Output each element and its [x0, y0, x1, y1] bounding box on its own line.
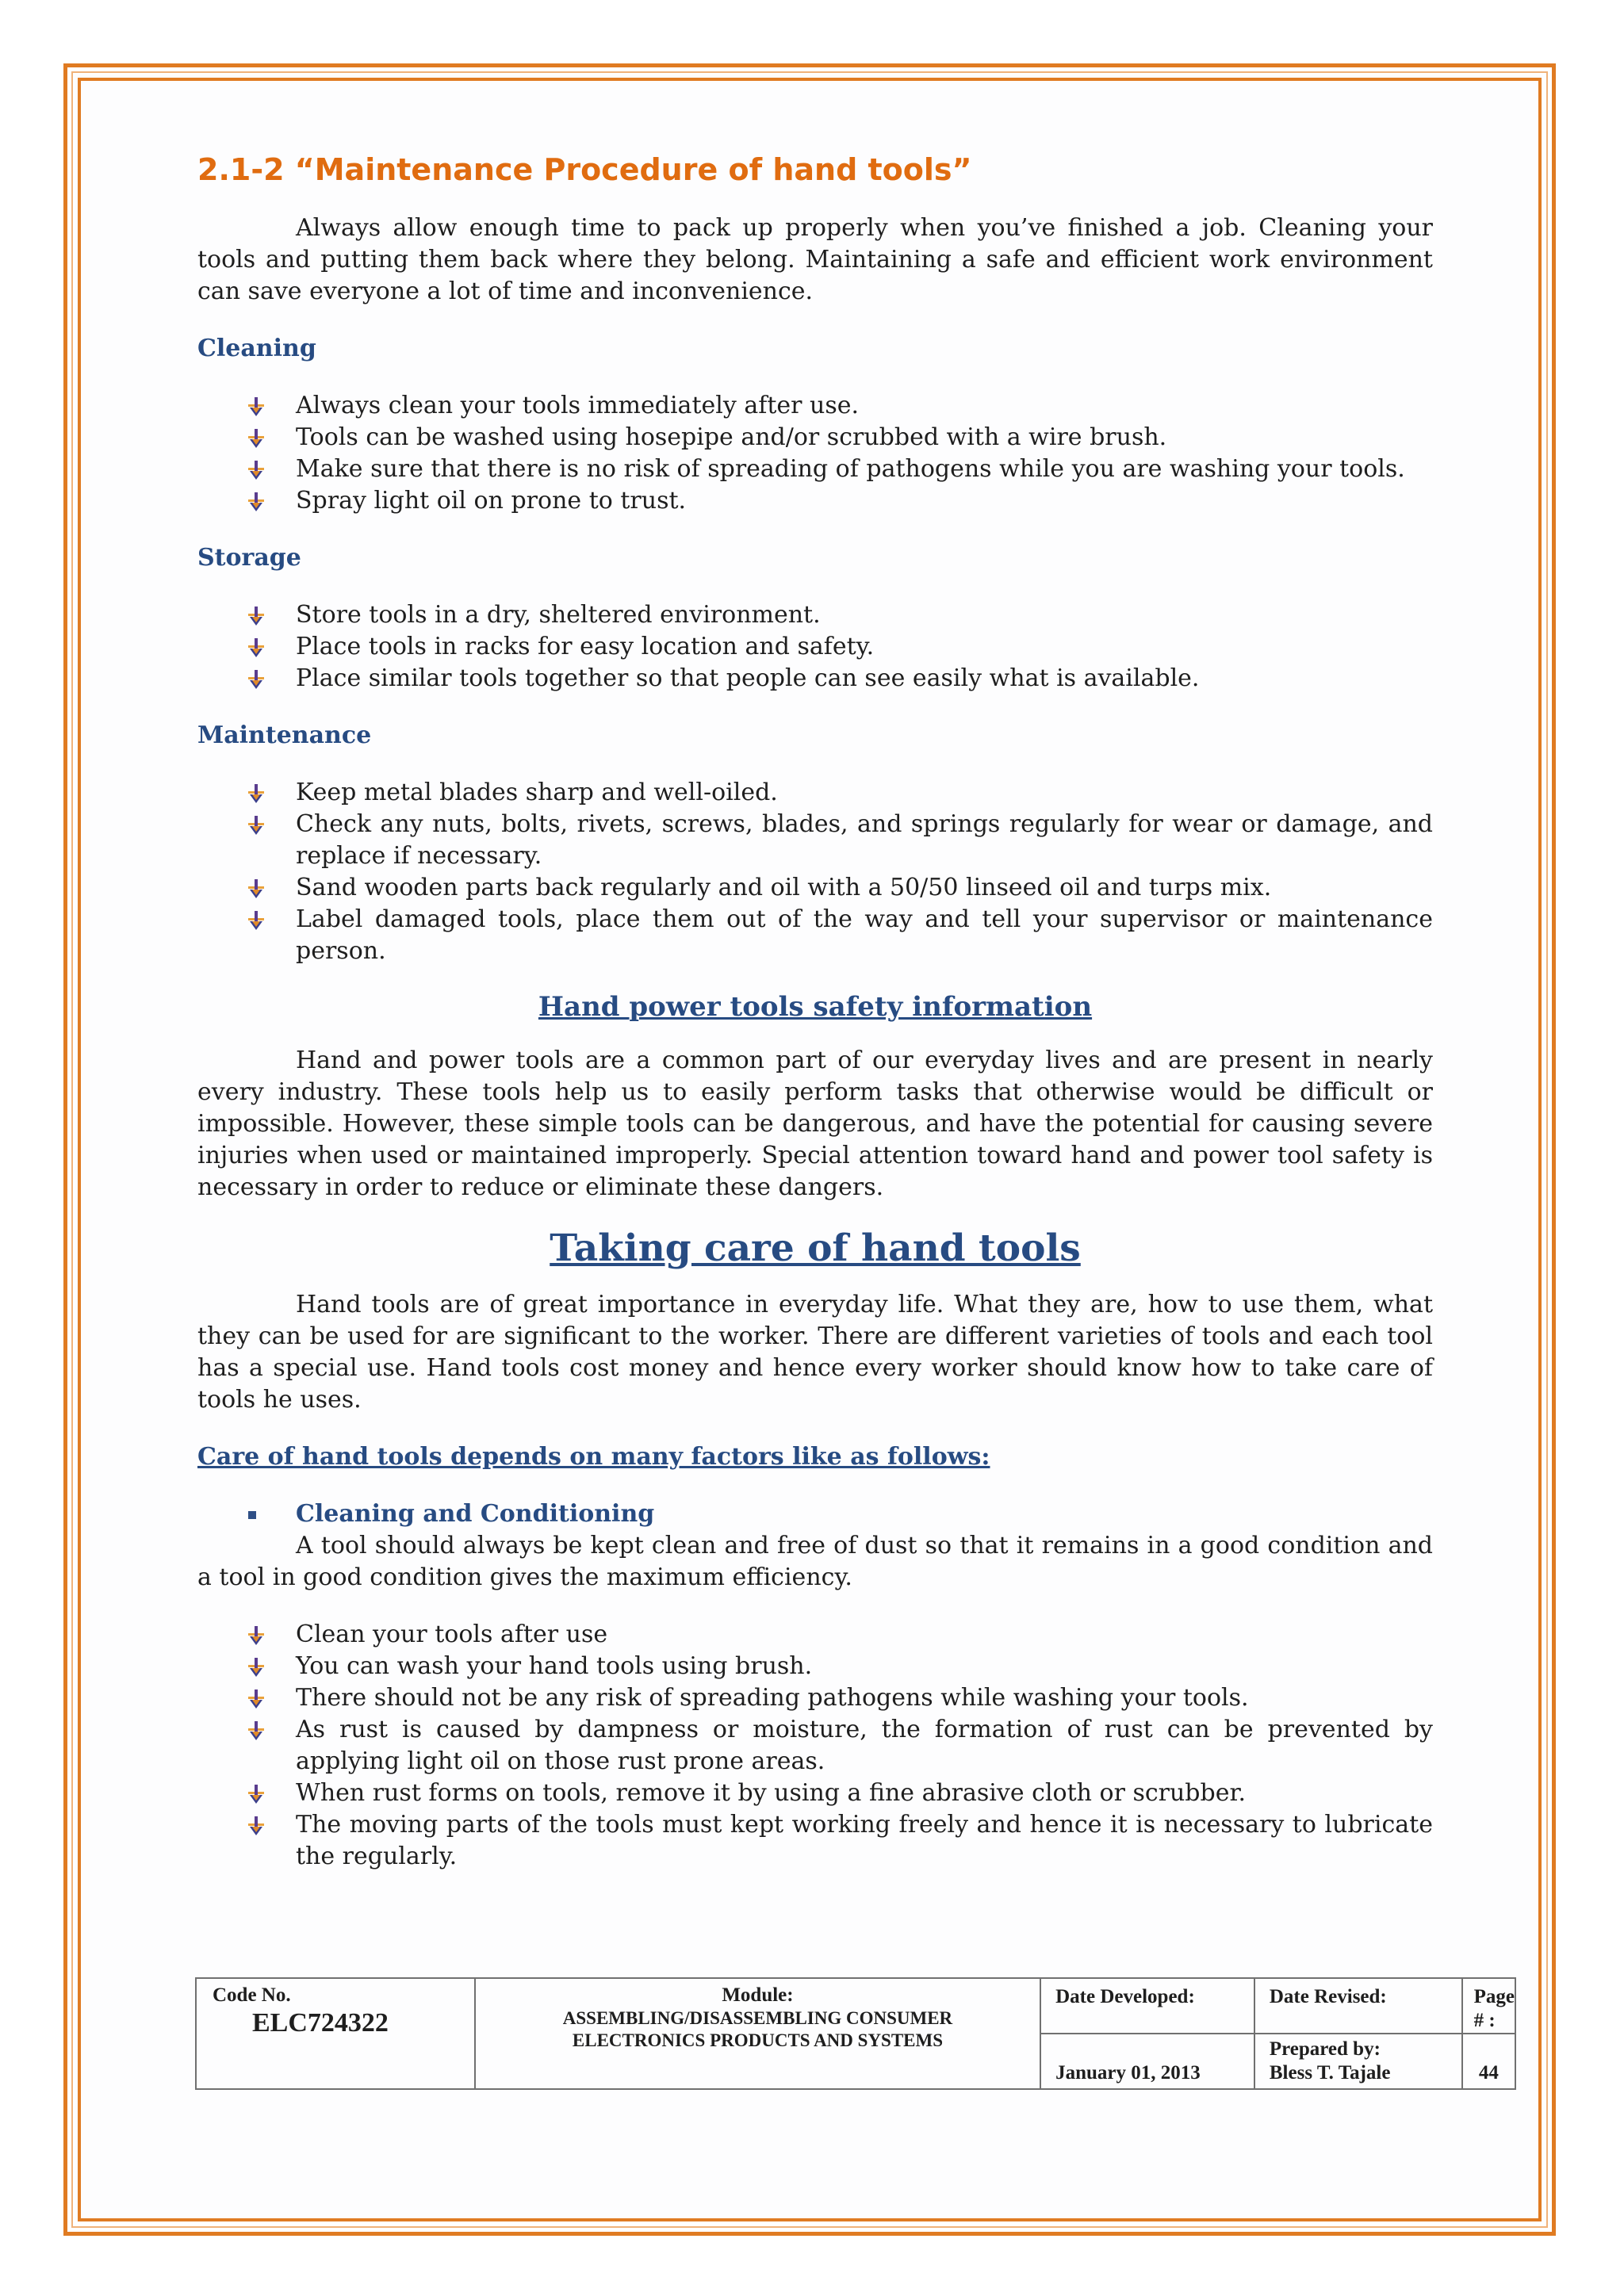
code-label: Code No. — [213, 1984, 291, 2006]
factors-heading: Care of hand tools depends on many factors like as follows: — [197, 1443, 990, 1471]
arrow-bullet-icon — [245, 636, 267, 658]
arrow-bullet-icon — [245, 458, 267, 480]
list-item: There should not be any risk of spreading pathogens while washing your tools. — [197, 1682, 1433, 1714]
list-item: Tools can be washed using hosepipe and/or scrubbed with a wire brush. — [197, 422, 1433, 453]
maintenance-list — [197, 777, 1433, 967]
date-revised-label: Date Revised: — [1269, 1986, 1387, 2007]
arrow-bullet-icon — [245, 813, 267, 836]
list-item: Make sure that there is no risk of spreading of pathogens while you are washing your tools. — [197, 453, 1433, 485]
footer-prepared-cell — [1254, 2034, 1462, 2089]
arrow-bullet-icon — [245, 1782, 267, 1804]
page-label: Page # : — [1473, 1986, 1515, 2031]
footer-page-cell — [1462, 1978, 1515, 2034]
page-content — [197, 151, 1433, 1873]
arrow-bullet-icon — [245, 1655, 267, 1678]
power-safety-heading: Hand power tools safety information — [538, 991, 1093, 1023]
list-item: Always clean your tools immediately after use. — [197, 390, 1433, 422]
arrow-bullet-icon — [245, 1624, 267, 1646]
arrow-bullet-icon — [245, 1814, 267, 1836]
arrow-bullet-icon — [245, 604, 267, 626]
square-bullet-icon — [248, 1511, 256, 1519]
list-item: Spray light oil on prone to trust. — [197, 485, 1433, 517]
power-safety-paragraph: Hand and power tools are a common part of our everyday lives and are present in nearly every industry. These tools help us to easily perform tasks that otherwise would be difficult or impossible. However, these simple tools can be dangerous, and have the potential for causing severe injuries when used or maintained improperly. Special attention toward hand and power tool safety is necessary in order to reduce or eliminate these dangers. — [197, 1047, 1433, 1201]
footer-table — [195, 1977, 1516, 2090]
footer-date-dev-value-cell — [1040, 2034, 1254, 2089]
storage-heading: Storage — [197, 544, 301, 572]
arrow-bullet-icon — [245, 1719, 267, 1741]
arrow-bullet-icon — [245, 490, 267, 512]
list-item: Store tools in a dry, sheltered environment. — [197, 599, 1433, 631]
arrow-bullet-icon — [245, 427, 267, 449]
page-value: 44 — [1478, 2062, 1499, 2084]
taking-care-heading: Taking care of hand tools — [550, 1226, 1081, 1270]
list-item: The moving parts of the tools must kept working freely and hence it is necessary to lubricate the regularly. — [197, 1809, 1433, 1873]
list-item: Place tools in racks for easy location and safety. — [197, 631, 1433, 663]
module-line-2: ELECTRONICS PRODUCTS AND SYSTEMS — [572, 2030, 944, 2050]
code-value: ELC724322 — [252, 2008, 389, 2038]
cleaning-conditioning-item — [197, 1498, 1433, 1530]
footer-code-cell — [196, 1978, 475, 2089]
footer-date-rev-cell — [1254, 1978, 1462, 2034]
cleaning-heading: Cleaning — [197, 335, 316, 362]
date-developed-value: January 01, 2013 — [1055, 2062, 1201, 2084]
list-item: When rust forms on tools, remove it by using a fine abrasive cloth or scrubber. — [197, 1777, 1433, 1809]
module-label: Module: — [722, 1984, 794, 2006]
list-item: Place similar tools together so that people can see easily what is available. — [197, 663, 1433, 695]
module-line-1: ASSEMBLING/DISASSEMBLING CONSUMER — [562, 2008, 953, 2028]
footer-date-dev-cell — [1040, 1978, 1254, 2034]
list-item: As rust is caused by dampness or moisture, the formation of rust can be prevented by applying light oil on those rust prone areas. — [197, 1714, 1433, 1777]
prepared-by-label: Prepared by: — [1269, 2038, 1381, 2060]
arrow-bullet-icon — [245, 909, 267, 931]
arrow-bullet-icon — [245, 782, 267, 804]
section-title: 2.1-2 “Maintenance Procedure of hand tools” — [197, 152, 972, 187]
prepared-by-value: Bless T. Tajale — [1269, 2062, 1391, 2084]
arrow-bullet-icon — [245, 877, 267, 899]
cleaning-conditioning-text: A tool should always be kept clean and free of dust so that it remains in a good condition and a tool in good condition gives the maximum efficiency. — [197, 1532, 1433, 1591]
arrow-bullet-icon — [245, 395, 267, 417]
cleaning-list — [197, 390, 1433, 517]
taking-care-paragraph: Hand tools are of great importance in everyday life. What they are, how to use them, what they can be used for are significant to the worker. There are different varieties of tools and each tool has a special use. Hand tools cost money and hence every worker should know how to take care of tools he uses. — [197, 1291, 1433, 1414]
list-item: Clean your tools after use — [197, 1619, 1433, 1651]
list-item: Sand wooden parts back regularly and oil with a 50/50 linseed oil and turps mix. — [197, 872, 1433, 904]
list-item: Check any nuts, bolts, rivets, screws, blades, and springs regularly for wear or damage, and replace if necessary. — [197, 809, 1433, 872]
arrow-bullet-icon — [245, 668, 267, 690]
arrow-bullet-icon — [245, 1687, 267, 1709]
care-list — [197, 1619, 1433, 1873]
footer-page-value-cell — [1462, 2034, 1515, 2089]
storage-list — [197, 599, 1433, 695]
date-developed-label: Date Developed: — [1055, 1986, 1195, 2007]
list-item: Keep metal blades sharp and well-oiled. — [197, 777, 1433, 809]
cleaning-conditioning-label: Cleaning and Conditioning — [296, 1500, 655, 1528]
intro-paragraph: Always allow enough time to pack up properly when you’ve finished a job. Cleaning your tools and putting them back where they belong. Maintaining a safe and efficient work environment can save everyone a lot of time and inconvenience. — [197, 214, 1433, 305]
list-item: You can wash your hand tools using brush. — [197, 1651, 1433, 1682]
list-item: Label damaged tools, place them out of the way and tell your supervisor or maintenance person. — [197, 904, 1433, 967]
footer-module-cell — [475, 1978, 1040, 2089]
maintenance-heading: Maintenance — [197, 721, 372, 749]
